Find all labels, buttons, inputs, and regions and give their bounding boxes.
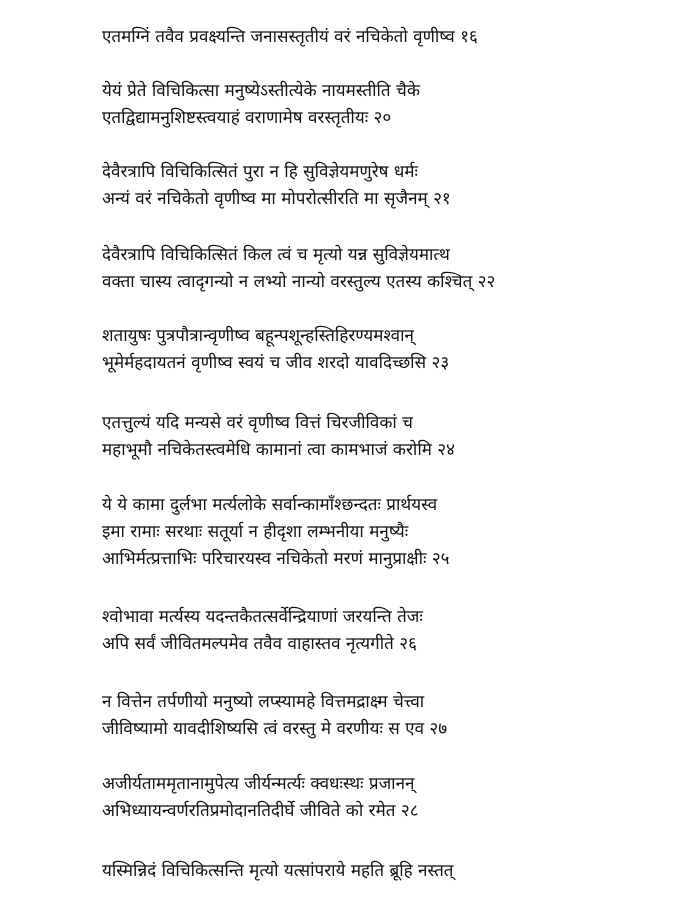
verse-line: महाभूमौ नचिकेतस्त्वमेधि कामानां त्वा कामभाजं करोमि २४ [102,440,455,460]
verse-block [102,159,692,213]
verse-line: शतायुषः पुत्रपौत्रान्वृणीष्व बहून्पशून्हस्तिहिरण्यमश्वान् [102,326,414,346]
verse-line: एतमग्निं तवैव प्रवक्ष्यन्ति जनासस्तृतीयं वरं नचिकेतो वृणीष्व १६ [102,27,478,47]
verse-line: इमा रामाः सरथाः सतूर्या न हीदृशा लम्भनीया मनुष्यैः [102,522,409,542]
verse-line: जीविष्यामो यावदीशिष्यसि त्वं वरस्तु मे वरणीयः स एव २७ [102,719,448,739]
verse-line: आभिर्मत्प्रत्ताभिः परिचारयस्व नचिकेतो मरणं मानुप्राक्षीः २५ [102,549,450,569]
verse-line: एतद्विद्यामनुशिष्टस्त्वयाहं वराणामेष वरस्तृतीयः २० [102,108,392,128]
verse-line: यस्मिन्निदं विचिकित्सन्ति मृत्यो यत्सांपराये महति ब्रूहि नस्तत् [102,861,454,881]
verse-line: येयं प्रेते विचिकित्सा मनुष्येऽस्तीत्येके नायमस्तीति चैके [102,81,420,101]
verse-line: अपि सर्वं जीवितमल्पमेव तवैव वाहास्तव नृत्यगीते २६ [102,634,417,654]
verse-block [102,78,692,132]
verse-block [102,689,692,743]
verse-block [102,858,692,885]
verse-block [102,24,692,51]
verse-line: श्वोभावा मर्त्यस्य यदन्तकैतत्सर्वेन्द्रियाणां जरयन्ति तेजः [102,607,423,627]
verse-block [102,492,692,573]
verse-line: अन्यं वरं नचिकेतो वृणीष्व मा मोपरोत्सीरति मा सृजैनम् २१ [102,189,451,209]
verse-block [102,242,692,296]
verse-block [102,604,692,658]
verse-line: न वित्तेन तर्पणीयो मनुष्यो लप्स्यामहे वित्तमद्राक्ष्म चेत्त्वा [102,692,425,712]
verse-block [102,410,692,464]
verse-line: एतत्तुल्यं यदि मन्यसे वरं वृणीष्व वित्तं चिरजीविकां च [102,413,413,433]
verse-block [102,323,692,377]
verse-line: देवैरत्रापि विचिकित्सितं किल त्वं च मृत्यो यन्न सुविज्ञेयमात्थ [102,245,450,265]
verse-line: देवैरत्रापि विचिकित्सितं पुरा न हि सुविज्ञेयमणुरेष धर्मः [102,162,418,182]
verse-line: अजीर्यताममृतानामुपेत्य जीर्यन्मर्त्यः क्वधःस्थः प्रजानन् [102,774,415,794]
verse-line: वक्ता चास्य त्वादृगन्यो न लभ्यो नान्यो वरस्तुल्य एतस्य कश्चित् २२ [102,272,496,292]
verse-block [102,771,692,825]
verse-line: भूमेर्महदायतनं वृणीष्व स्वयं च जीव शरदो यावदिच्छसि २३ [102,353,450,373]
verse-line: अभिध्यायन्वर्णरतिप्रमोदानतिदीर्घे जीविते को रमेत २८ [102,801,419,821]
verse-line: ये ये कामा दुर्लभा मर्त्यलोके सर्वान्कामाँश्छन्दतः प्रार्थयस्व [102,495,438,515]
